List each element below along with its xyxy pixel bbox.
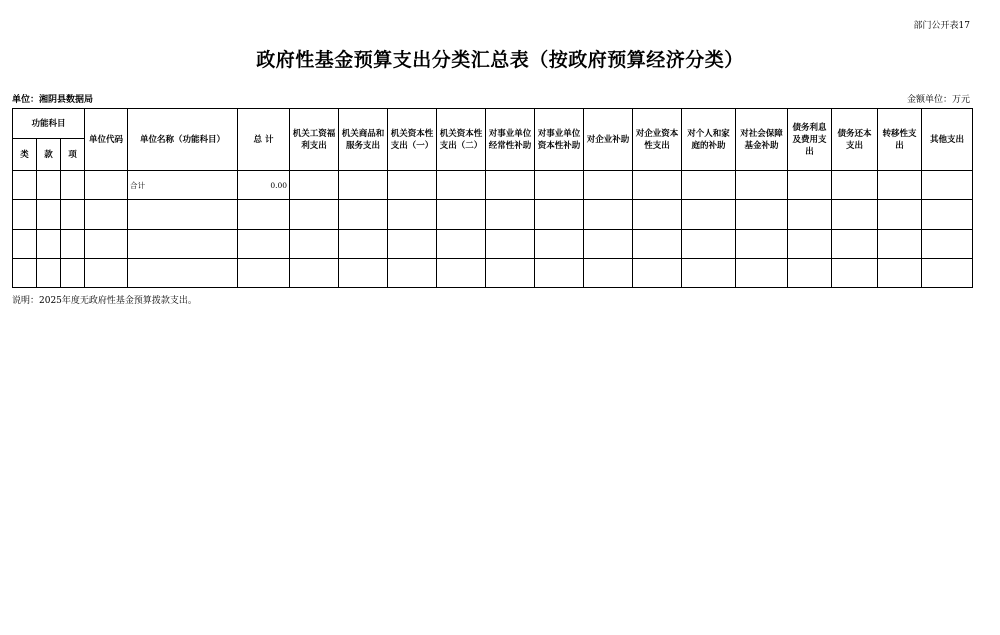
header-capital-1: 机关资本性支出（一）: [388, 109, 437, 171]
table-cell: 0.00: [238, 171, 290, 200]
table-cell: [61, 258, 85, 287]
table-cell: [13, 200, 37, 229]
amount-unit-label: 金额单位：万元: [906, 95, 970, 105]
table-cell: [535, 200, 584, 229]
table-row: [13, 229, 973, 258]
table-cell: [633, 200, 682, 229]
table-cell: [832, 258, 878, 287]
table-cell: [238, 229, 290, 258]
table-cell: [437, 258, 486, 287]
table-cell: [13, 229, 37, 258]
table-cell: [922, 200, 973, 229]
table-cell: 合计: [128, 171, 238, 200]
table-cell: [437, 200, 486, 229]
table-cell: [238, 200, 290, 229]
header-unit-name: 单位名称（功能科目）: [128, 109, 238, 171]
table-cell: [736, 171, 788, 200]
table-cell: [13, 171, 37, 200]
header-total: 总 计: [238, 109, 290, 171]
header-transfer: 转移性支出: [878, 109, 922, 171]
header-function-subject: 功能科目: [13, 109, 85, 139]
header-section: 款: [37, 139, 61, 171]
header-institution-capital: 对事业单位资本性补助: [535, 109, 584, 171]
table-cell: [128, 258, 238, 287]
table-cell: [85, 200, 128, 229]
header-debt-interest: 债务利息及费用支出: [788, 109, 832, 171]
table-cell: [486, 258, 535, 287]
form-number: 部门公开表17: [913, 21, 970, 31]
table-cell: [437, 171, 486, 200]
table-cell: [486, 229, 535, 258]
table-cell: [922, 229, 973, 258]
header-debt-principal: 债务还本支出: [832, 109, 878, 171]
table-cell: [633, 258, 682, 287]
table-cell: [339, 258, 388, 287]
table-cell: [788, 200, 832, 229]
header-individual-family: 对个人和家庭的补助: [682, 109, 736, 171]
table-cell: [290, 229, 339, 258]
table-cell: [486, 200, 535, 229]
budget-table: [12, 108, 973, 288]
table-cell: [388, 200, 437, 229]
header-institution-regular: 对事业单位经常性补助: [486, 109, 535, 171]
table-cell: [339, 171, 388, 200]
table-cell: [37, 258, 61, 287]
table-row: [13, 171, 973, 200]
table-cell: [37, 200, 61, 229]
table-cell: [584, 171, 633, 200]
footnote: 说明：2025年度无政府性基金预算拨款支出。: [12, 296, 197, 306]
header-goods-services: 机关商品和服务支出: [339, 109, 388, 171]
table-cell: [388, 171, 437, 200]
table-cell: [682, 258, 736, 287]
table-cell: [682, 171, 736, 200]
unit-label: 单位：湘阴县数据局: [12, 95, 94, 105]
table-cell: [633, 171, 682, 200]
table-cell: [788, 229, 832, 258]
table-cell: [736, 258, 788, 287]
table-cell: [85, 258, 128, 287]
table-cell: [682, 200, 736, 229]
table-row: [13, 258, 973, 287]
table-cell: [535, 171, 584, 200]
table-cell: [633, 229, 682, 258]
table-cell: [832, 200, 878, 229]
table-cell: [61, 171, 85, 200]
table-cell: [878, 200, 922, 229]
table-cell: [832, 171, 878, 200]
table-cell: [290, 171, 339, 200]
table-cell: [85, 229, 128, 258]
header-category: 类: [13, 139, 37, 171]
table-cell: [584, 258, 633, 287]
table-cell: [290, 258, 339, 287]
table-cell: [61, 200, 85, 229]
table-cell: [85, 171, 128, 200]
table-cell: [584, 200, 633, 229]
table-cell: [788, 171, 832, 200]
table-cell: [238, 258, 290, 287]
table-cell: [682, 229, 736, 258]
table-cell: [128, 200, 238, 229]
table-cell: [388, 229, 437, 258]
table-cell: [878, 171, 922, 200]
table-cell: [339, 229, 388, 258]
header-item: 项: [61, 139, 85, 171]
header-capital-2: 机关资本性支出（二）: [437, 109, 486, 171]
table-cell: [922, 258, 973, 287]
table-cell: [922, 171, 973, 200]
table-cell: [878, 258, 922, 287]
table-cell: [37, 229, 61, 258]
table-cell: [788, 258, 832, 287]
header-enterprise-subsidy: 对企业补助: [584, 109, 633, 171]
table-row: [13, 200, 973, 229]
table-cell: [535, 258, 584, 287]
table-cell: [437, 229, 486, 258]
table-cell: [339, 200, 388, 229]
table-cell: [37, 171, 61, 200]
header-unit-code: 单位代码: [85, 109, 128, 171]
table-cell: [388, 258, 437, 287]
page-title: 政府性基金预算支出分类汇总表（按政府预算经济分类）: [256, 49, 744, 71]
header-social-security: 对社会保障基金补助: [736, 109, 788, 171]
table-cell: [486, 171, 535, 200]
table-cell: [878, 229, 922, 258]
table-cell: [535, 229, 584, 258]
table-cell: [13, 258, 37, 287]
header-enterprise-capital: 对企业资本性支出: [633, 109, 682, 171]
table-cell: [736, 200, 788, 229]
header-salary-welfare: 机关工资福利支出: [290, 109, 339, 171]
table-cell: [736, 229, 788, 258]
header-other: 其他支出: [922, 109, 973, 171]
table-cell: [832, 229, 878, 258]
table-cell: [290, 200, 339, 229]
table-cell: [61, 229, 85, 258]
table-cell: [128, 229, 238, 258]
table-cell: [584, 229, 633, 258]
